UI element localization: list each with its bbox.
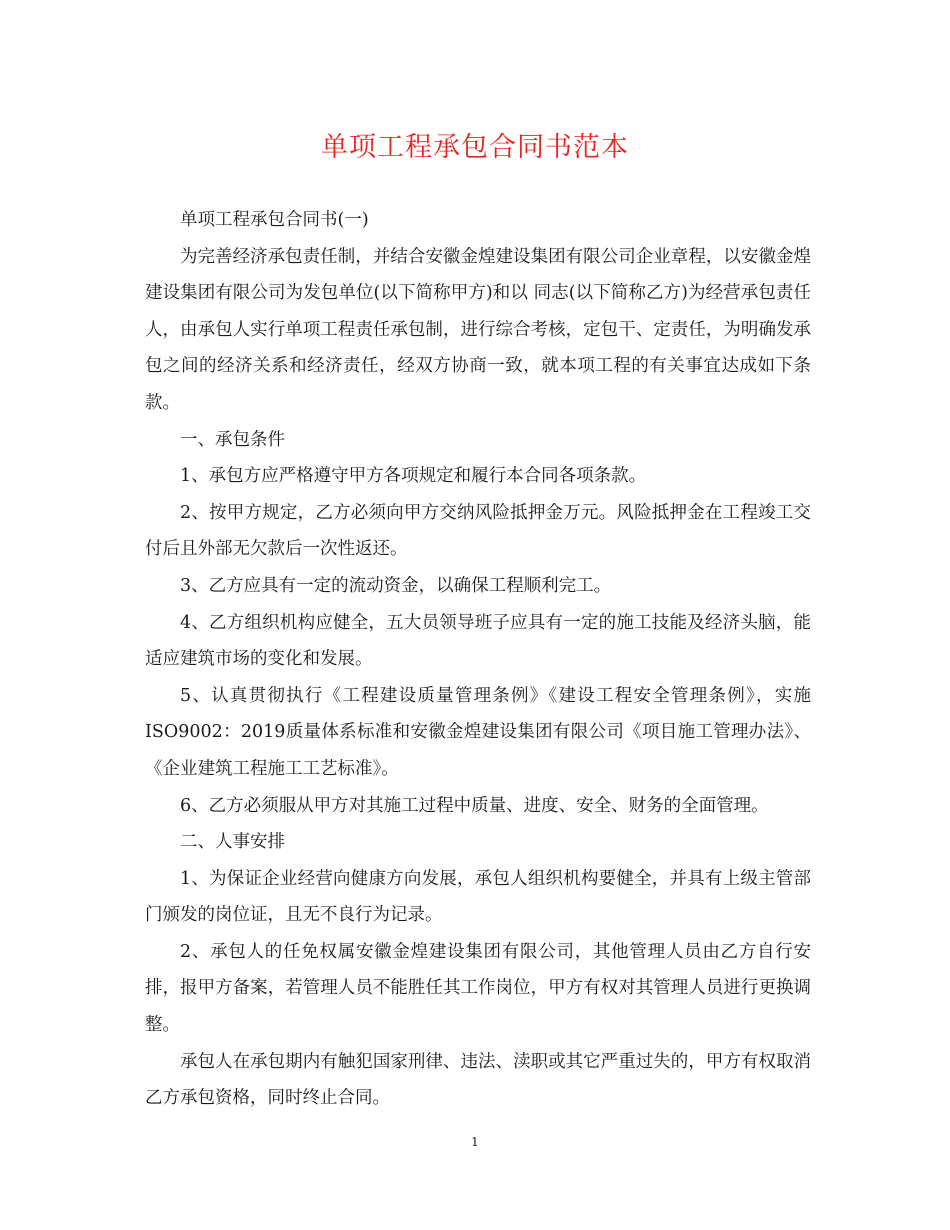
- clause-paragraph: 2、承包人的任免权属安徽金煌建设集团有限公司，其他管理人员由乙方自行安排，报甲方备案，若管理人员不能胜任其工作岗位，甲方有权对其管理人员进行更换调整。: [145, 941, 811, 1036]
- clause-paragraph: 2、按甲方规定，乙方必须向甲方交纳风险抵押金万元。风险抵押金在工程竣工交付后且外部无欠款后一次性返还。: [145, 502, 811, 560]
- section-heading-contract-conditions: 一、承包条件: [180, 429, 285, 450]
- clause-paragraph: 1、承包方应严格遵守甲方各项规定和履行本合同各项条款。: [180, 466, 647, 487]
- subtitle-paragraph: 单项工程承包合同书(一): [180, 210, 369, 230]
- clause-paragraph: 承包人在承包期内有触犯国家刑律、违法、渎职或其它严重过失的，甲方有权取消乙方承包资格，同时终止合同。: [145, 1051, 811, 1109]
- document-title: 单项工程承包合同书范本: [321, 132, 629, 163]
- clause-paragraph: 6、乙方必须服从甲方对其施工过程中质量、进度、安全、财务的全面管理。: [180, 795, 769, 816]
- clause-paragraph: 3、乙方应具有一定的流动资金，以确保工程顺利完工。: [180, 575, 612, 596]
- page-number: 1: [471, 1135, 479, 1149]
- intro-paragraph: 为完善经济承包责任制，并结合安徽金煌建设集团有限公司企业章程，以安徽金煌建设集团有限公司为发包单位(以下简称甲方)和以 同志(以下简称乙方)为经营承包责任人，由承包人实行单项工程责任承包制，进行综合考核，定包干、定责任，为明确发承包之间的经济关系和经济责任，经双方协商一致，就本项工程的有关事宜达成如下条款。: [145, 246, 811, 413]
- section-heading-personnel: 二、人事安排: [180, 832, 285, 853]
- clause-paragraph: 1、为保证企业经营向健康方向发展，承包人组织机构要健全，并具有上级主管部门颁发的岗位证，且无不良行为记录。: [145, 868, 811, 926]
- clause-paragraph: 5、认真贯彻执行《工程建设质量管理条例》《建设工程安全管理条例》，实施ISO9002：2019质量体系标准和安徽金煌建设集团有限公司《项目施工管理办法》、《企业建筑工程施工工艺标准》。: [145, 685, 811, 779]
- document-body: [145, 202, 811, 1117]
- clause-paragraph: 4、乙方组织机构应健全，五大员领导班子应具有一定的施工技能及经济头脑，能适应建筑市场的变化和发展。: [145, 612, 811, 670]
